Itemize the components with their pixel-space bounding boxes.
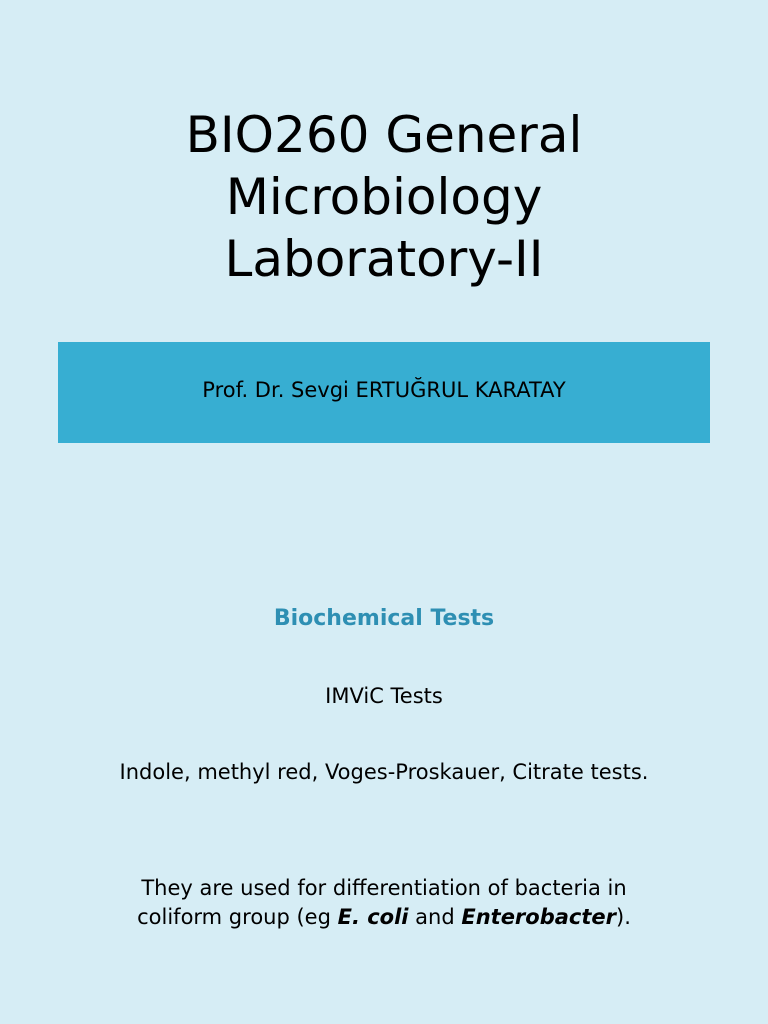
description: [0, 874, 768, 932]
description-line-2-prefix: coliform group (eg: [137, 905, 338, 929]
title-line-3: Laboratory-II: [224, 230, 544, 288]
author-band: [58, 342, 710, 443]
title-line-1: BIO260 General: [185, 106, 583, 164]
section-heading: Biochemical Tests: [273, 606, 495, 631]
author-name: Prof. Dr. Sevgi ERTUĞRUL KARATAY: [202, 377, 566, 402]
imvic-subheading: IMViC Tests: [325, 684, 443, 708]
test-list: Indole, methyl red, Voges-Proskauer, Citrate tests.: [119, 760, 649, 784]
organism-enterobacter: Enterobacter: [461, 905, 617, 929]
description-line-2: [0, 903, 768, 932]
description-line-1: They are used for differentiation of bacteria in: [141, 876, 627, 900]
organism-e-coli: E. coli: [337, 905, 409, 929]
description-connector: and: [408, 905, 462, 929]
title-line-2: Microbiology: [225, 168, 543, 226]
slide-title: [0, 104, 768, 290]
description-line-2-suffix: ).: [616, 905, 631, 929]
